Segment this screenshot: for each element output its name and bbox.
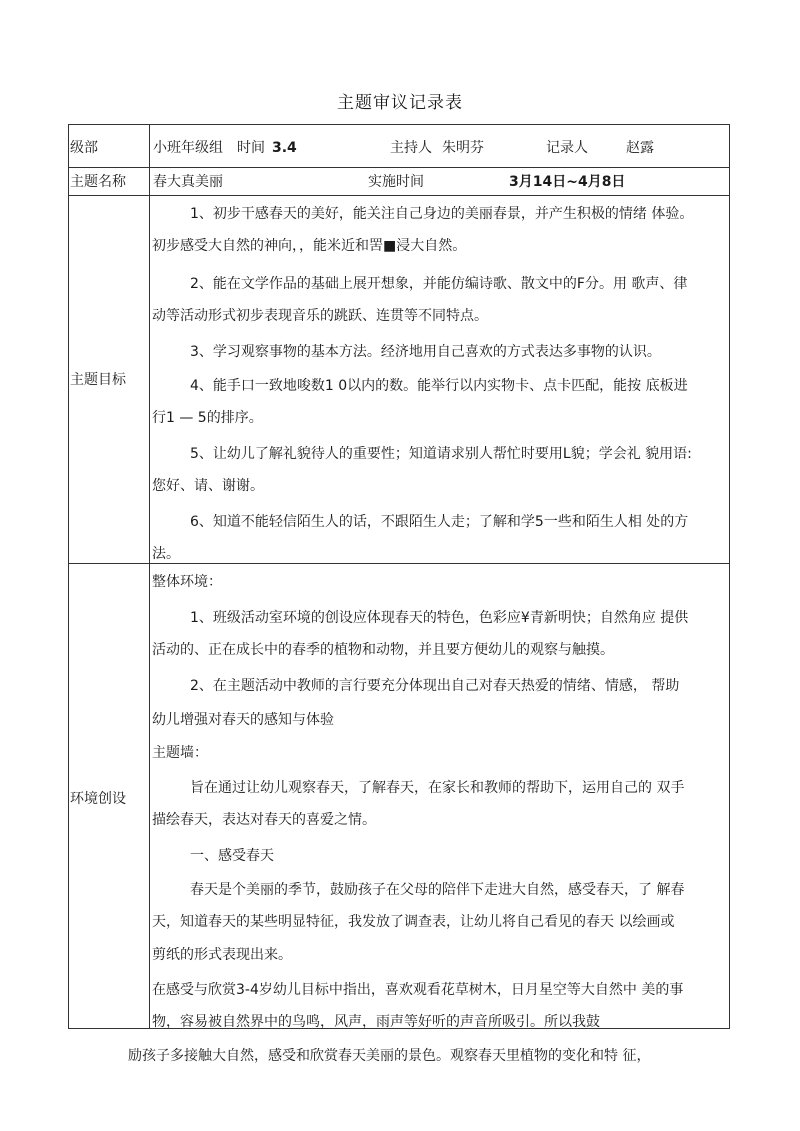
table-border-right	[729, 124, 730, 1028]
environment-line: 1、班级活动室环境的创设应体现春天的特色，色彩应¥青新明快；自然角应 提供	[190, 610, 689, 626]
goals-line: 初步感受大自然的神向，，能米近和罟■浸大自然。	[152, 238, 467, 254]
environment-line: 整体环境：	[152, 574, 222, 590]
environment-line: 一、感受春天	[190, 848, 274, 864]
environment-line: 天，知道春天的某些明显特征，我发放了调查表，让幼儿将自己看见的春天 以绘画或	[152, 914, 675, 930]
environment-line: 2、在主题活动中教师的言行要充分体现出自己对春天热爱的情绪、情感， 帮助	[190, 678, 680, 694]
period-value: 3月14日~4月8日	[509, 174, 626, 190]
row1-label: 级部	[70, 140, 98, 156]
table-border-left	[68, 124, 69, 1028]
goals-text	[152, 204, 728, 562]
goals-line: 行1 — 5的排序。	[152, 410, 263, 426]
time-value: 3.4	[272, 140, 297, 156]
theme-name: 春大真美丽	[153, 174, 223, 190]
environment-line: 活动的、正在成长中的春季的植物和动物，并且要方便幼儿的观察与触摸。	[152, 642, 614, 658]
host-value: 朱明芬	[442, 140, 484, 156]
environment-line: 主题墙：	[152, 745, 208, 761]
goals-line: 5、让幼儿了解礼貌待人的重要性；知道请求别人帮忙时要用L貌；学会礼 貌用语:	[190, 446, 692, 462]
footer-paragraph: 励孩子多接触大自然，感受和欣赏春天美丽的景色。观察春天里植物的变化和特 征，	[128, 1048, 651, 1064]
environment-line: 描绘春天，表达对春天的喜爱之情。	[152, 812, 376, 828]
page-title: 主题审议记录表	[337, 93, 463, 113]
grade-group: 小班年级组	[153, 140, 223, 156]
table-row-divider	[68, 167, 730, 168]
environment-line: 在感受与欣赏3-4岁幼儿目标中指出，喜欢观看花草树木，日月星空等大自然中 美的事	[152, 982, 684, 998]
table-column-divider	[149, 124, 150, 1028]
goals-line: 您好、请、谢谢。	[152, 478, 264, 494]
recorder-label: 记录人	[546, 140, 588, 156]
goals-line: 6、知道不能轻信陌生人的话，不跟陌生人走；了解和学5一些和陌生人相 处的方	[190, 514, 689, 530]
table-border-top	[68, 124, 730, 125]
environment-line: 旨在通过让幼儿观察春天，了解春天，在家长和教师的帮助下，运用自己的 双手	[190, 780, 685, 796]
environment-line: 幼儿增强对春天的感知与体验	[152, 712, 334, 728]
recorder-value: 赵露	[626, 140, 654, 156]
time-label: 时间	[237, 140, 265, 156]
goals-line: 3、学习观察事物的基本方法。经济地用自己喜欢的方式表达多事物的认识。	[190, 344, 661, 360]
goals-line: 动等活动形式初步表现音乐的跳跃、连贯等不同特点。	[152, 308, 488, 324]
host-label: 主持人	[390, 140, 432, 156]
goals-line: 1、初步干感春天的美好，能关注自己身边的美丽春景，并产生积极的情绪 体验。	[190, 206, 694, 222]
environment-label: 环境创设	[70, 791, 126, 807]
goals-label: 主题目标	[70, 372, 126, 388]
environment-line: 剪纸的形式表现出来。	[152, 947, 292, 963]
goals-line: 4、能手口一致地唆数1 0以内的数。能举行以内实物卡、点卡匹配，能按 底板进	[190, 378, 688, 394]
table-row-divider	[68, 195, 730, 196]
environment-line: 春天是个美丽的季节，鼓励孩子在父母的陪伴下走进大自然，感受春天，了 解春	[190, 882, 685, 898]
environment-line: 物，容易被自然界中的鸟鸣，风声，雨声等好听的声音所吸引。所以我鼓	[152, 1014, 600, 1030]
environment-text	[152, 572, 728, 1030]
row2-label: 主题名称	[70, 174, 126, 190]
goals-line: 法。	[152, 546, 180, 562]
period-label: 实施时间	[368, 174, 424, 190]
goals-line: 2、能在文学作品的基础上展开想象，并能仿编诗歌、散文中的F分。用 歌声、律	[190, 276, 688, 292]
